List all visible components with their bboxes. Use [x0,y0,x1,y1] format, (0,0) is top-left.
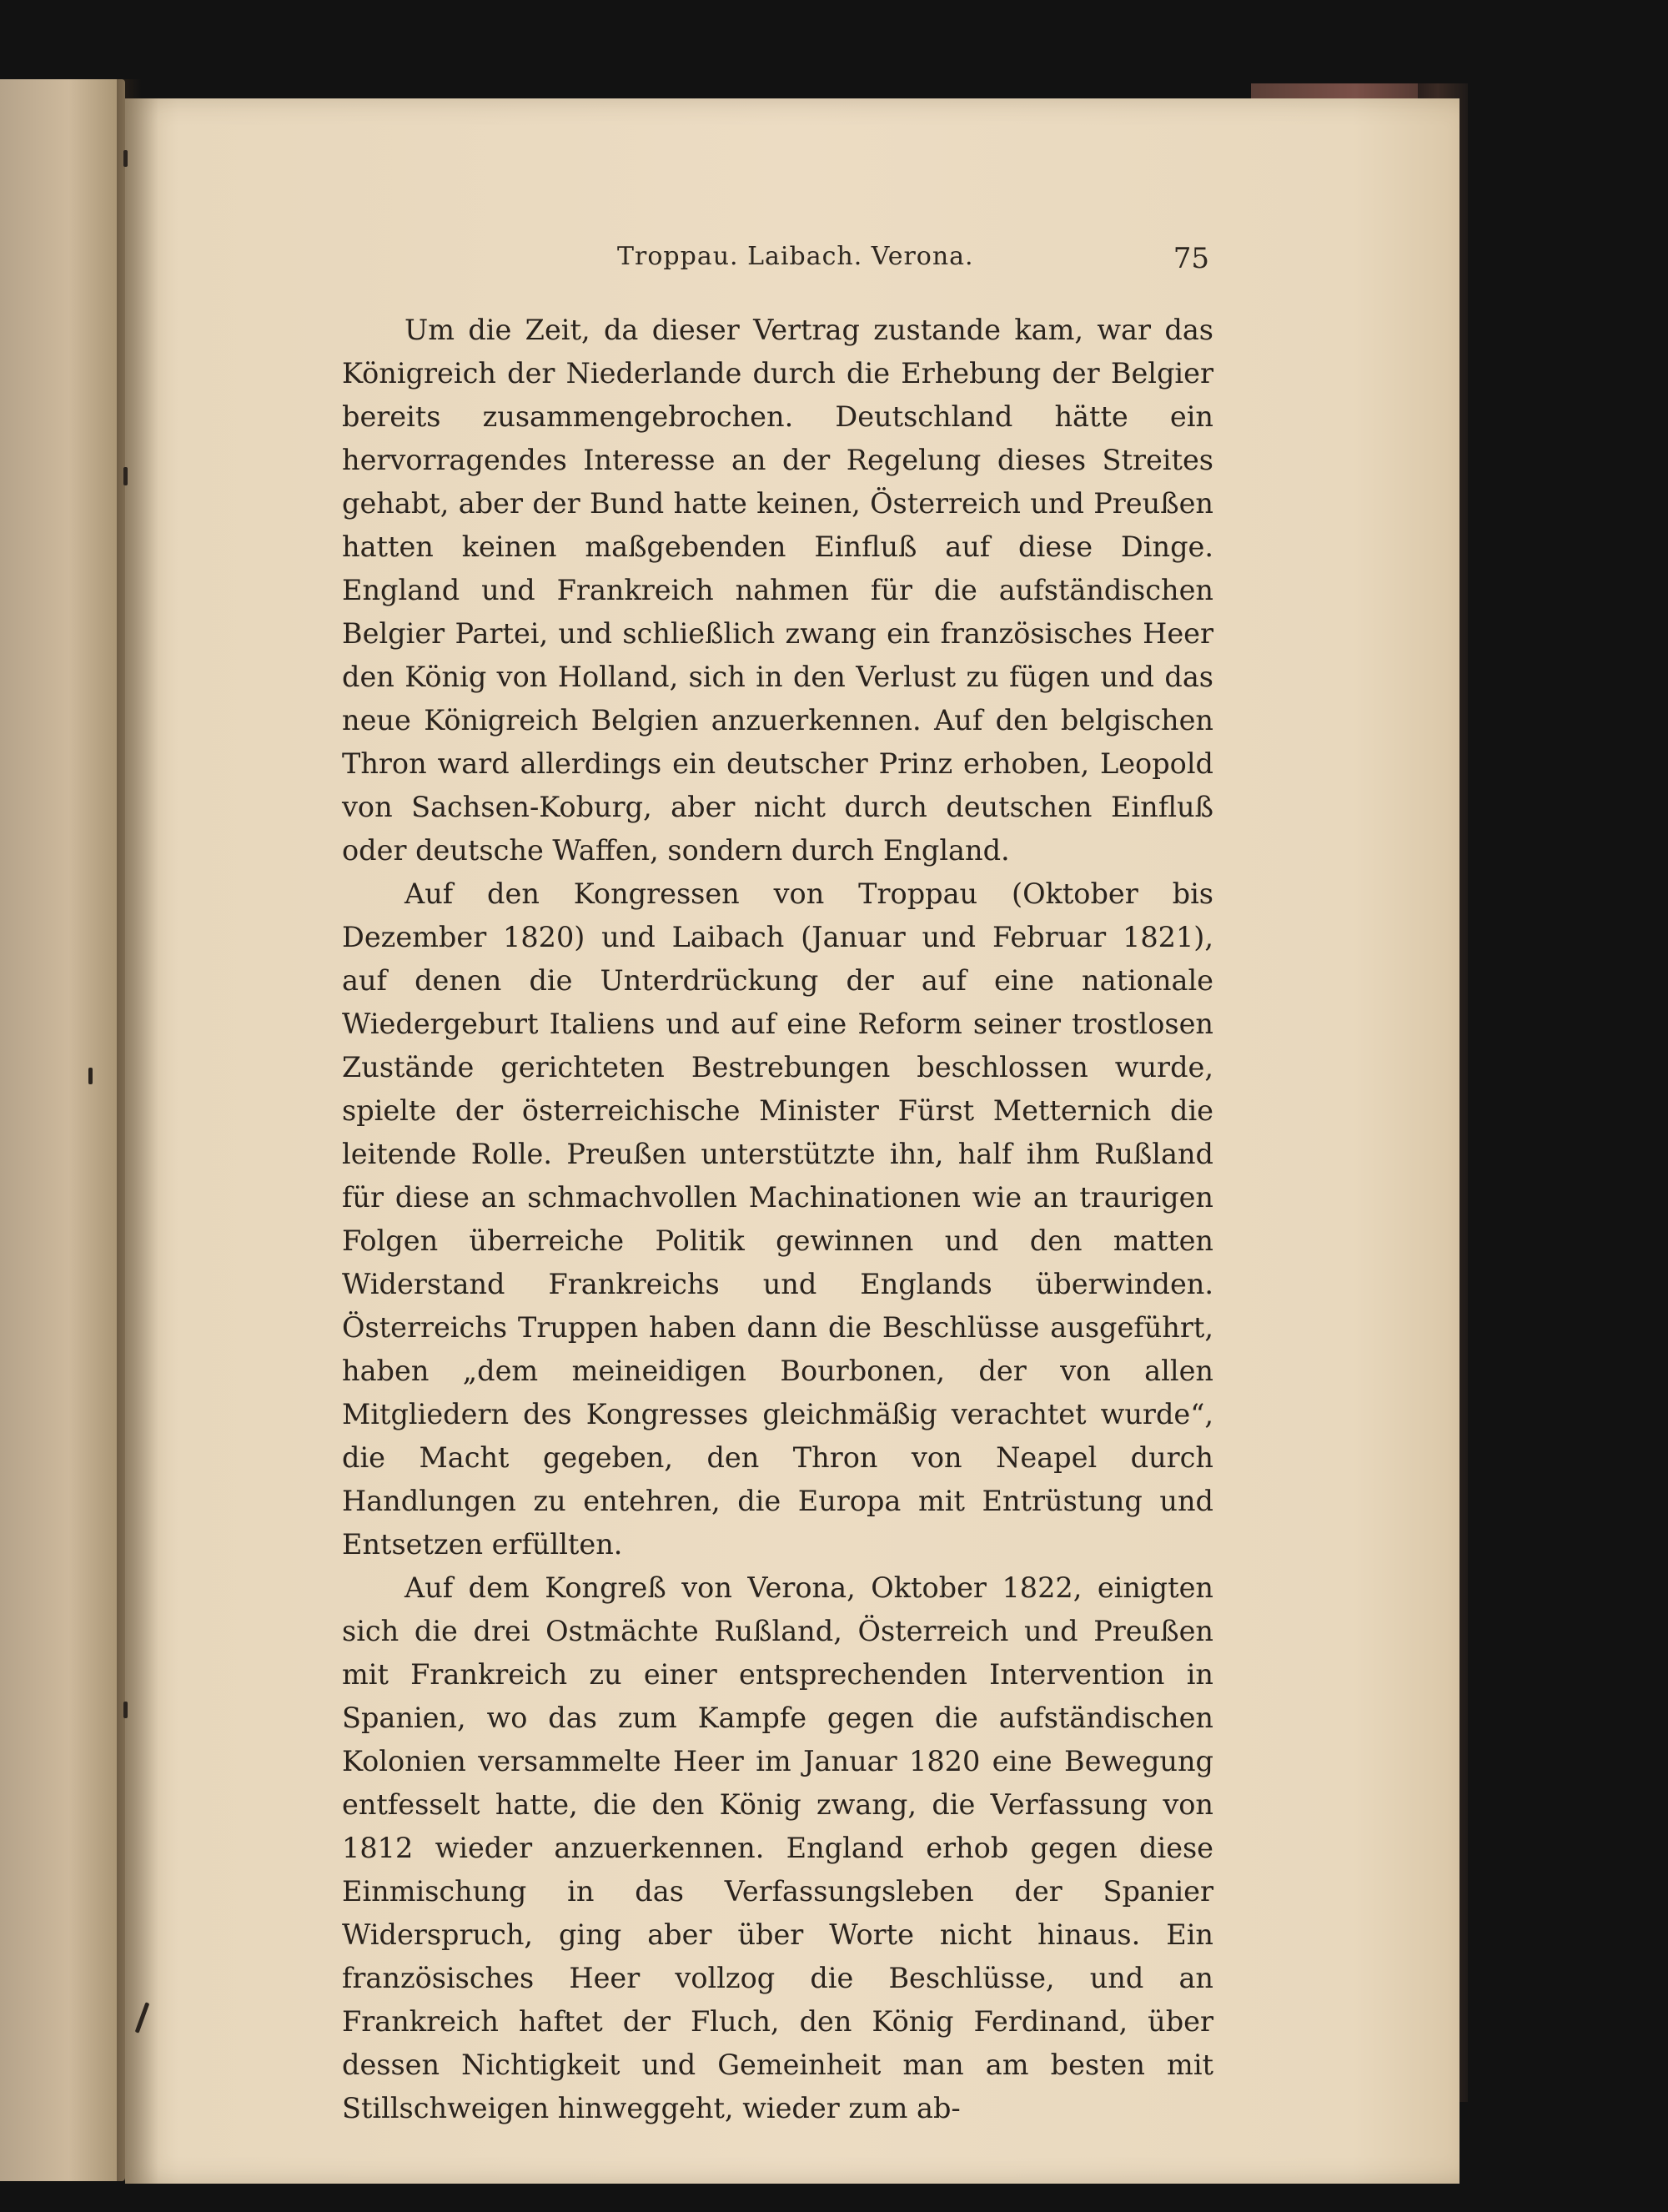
page-number: 75 [1173,242,1209,275]
margin-mark [123,1702,128,1718]
margin-mark [88,1068,93,1084]
running-title: Troppau. Laibach. Verona. [617,242,974,271]
paragraph: Auf dem Kongreß von Verona, Oktober 1822, einigten sich die drei Ostmächte Rußland, Österreich und Preußen mit Frankreich zu einer entsprechenden Intervention in Spanien, wo das zum Kampfe gegen die aufständischen Kolonien versammelte Heer im Januar 1820 eine Bewegung entfesselt hatte, die den König zwang, die Verfassung von 1812 wieder anzuerkennen. England erhob gegen diese Einmischung in das Verfassungsleben der Spanier Widerspruch, ging aber über Worte nicht hinaus. Ein französisches Heer vollzog die Beschlüsse, und an Frankreich haftet der Fluch, den König Ferdinand, über dessen Nichtigkeit und Gemeinheit man am besten mit Stillschweigen hinweggeht, wieder zum ab- [342,1571,1213,2124]
page-header [342,242,1209,284]
facing-page [0,79,125,2181]
paragraph: Auf den Kongressen von Troppau (Oktober bis Dezember 1820) und Laibach (Januar und Februar 1821), auf denen die Unterdrückung der auf eine nationale Wiedergeburt Italiens und auf eine Reform seiner trostlosen Zustände gerichteten Bestrebungen beschlossen wurde, spielte der österreichische Minister Fürst Metternich die leitende Rolle. Preußen unterstützte ihn, half ihm Rußland für diese an schmachvollen Machinationen wie an traurigen Folgen überreiche Politik gewinnen und den matten Widerstand Frankreichs und Englands überwinden. Österreichs Truppen haben dann die Beschlüsse ausgeführt, haben „dem meineidigen Bourbonen, der von allen Mitgliedern des Kongresses gleichmäßig verachtet wurde“, die Macht gegeben, den Thron von Neapel durch Handlungen zu entehren, die Europa mit Entrüstung und Entsetzen erfüllten. [342,877,1213,1561]
margin-mark [123,150,128,167]
body-text [342,309,1213,2130]
page-gutter-shadow [125,98,158,2184]
paragraph: Um die Zeit, da dieser Vertrag zustande kam, war das Königreich der Niederlande durch die Erhebung der Belgier bereits zusammengebrochen. Deutschland hätte ein hervorragendes Interesse an der Regelung dieses Streites gehabt, aber der Bund hatte keinen, Österreich und Preußen hatten keinen maßgebenden Einfluß auf diese Dinge. England und Frankreich nahmen für die aufständischen Belgier Partei, und schließlich zwang ein französisches Heer den König von Holland, sich in den Verlust zu fügen und das neue Königreich Belgien anzuerkennen. Auf den belgischen Thron ward allerdings ein deutscher Prinz erhoben, Leopold von Sachsen-Koburg, aber nicht durch deutschen Einfluß oder deutsche Waffen, sondern durch England. [342,314,1213,867]
margin-mark [123,467,128,485]
